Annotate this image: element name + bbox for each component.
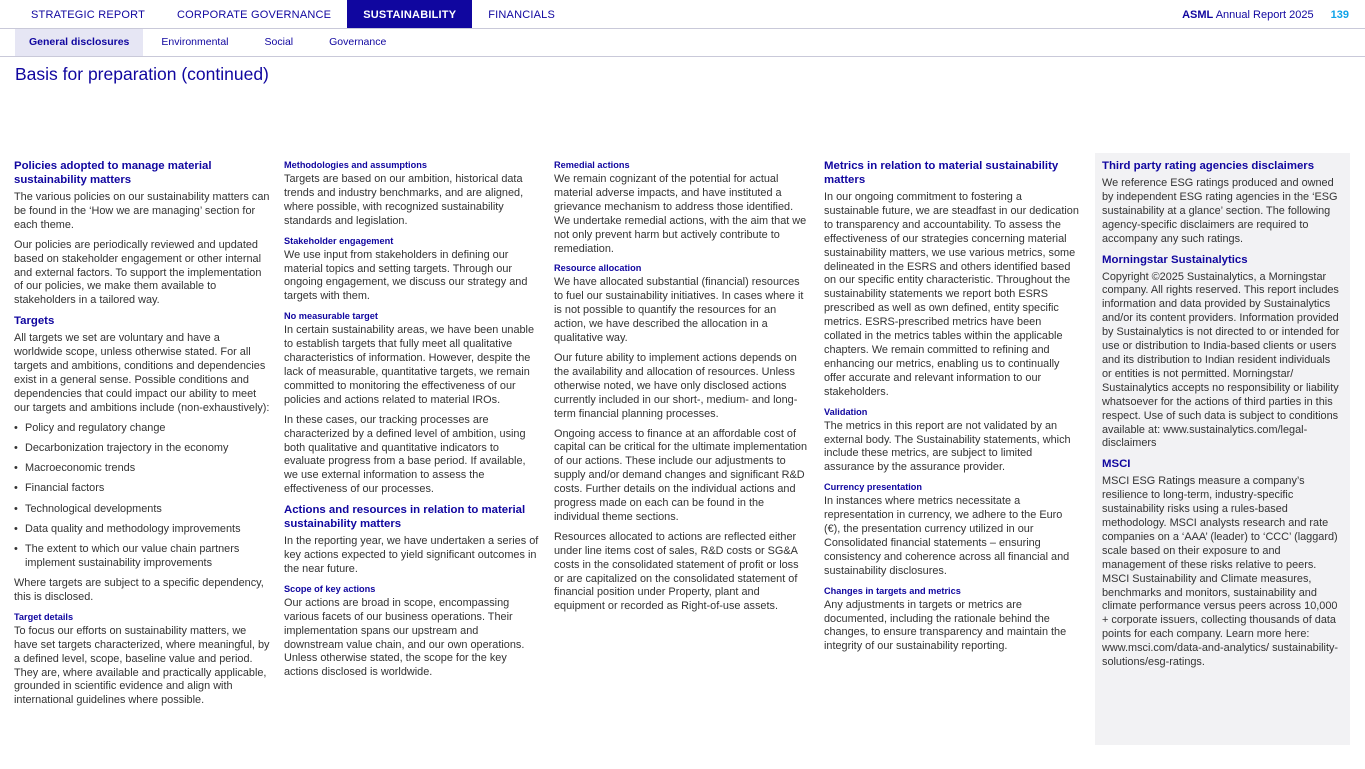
page-number: 139	[1330, 9, 1349, 21]
tab-strategic-report[interactable]: STRATEGIC REPORT	[31, 9, 146, 21]
section-tabs	[15, 0, 571, 28]
heading-morningstar: Morningstar Sustainalytics	[1102, 253, 1248, 266]
paragraph: Targets are based on our ambition, historical data trends and industry benchmarks, and are aligned, where possible, with recognized sustainability standards and legislation.	[284, 173, 524, 227]
paragraph: MSCI ESG Ratings measure a company’s resilience to long-term, industry-specific sustainability risks using a rules-based methodology. MSCI analysts research and rate companies on a ‘AAA’ (leader) to ‘CCC’ (laggard) scale based on their exposure to and management of these risks relative to peers. MSCI Sustainability and Climate measures, benchmarks and monitors, sustainability and climate performance versus peers across 10,000 + corporate issuers, collecting thousands of data points for each company. Learn more here: www.msci.com/data-and-analytics/ sustainability-solutions/esg-ratings.	[1102, 475, 1339, 669]
tab-corporate-governance[interactable]: CORPORATE GOVERNANCE	[177, 9, 332, 21]
sub-navigation	[0, 29, 1365, 57]
page-title: Basis for preparation (continued)	[15, 64, 269, 84]
paragraph: In certain sustainability areas, we have been unable to establish targets that fully meet all qualitative characteristics of information. However, despite the lack of measurable, quantitative targets, we remain committed to monitoring the effectiveness of our policies and actions related to material IROs.	[284, 324, 535, 406]
paragraph: Resources allocated to actions are reflected either under line items cost of sales, R&D costs or SG&A costs in the consolidated statement of profit or loss or are capitalized on the consolidated statement of financial position under Property, plant and equipment or recorded as Right-of-use assets.	[554, 530, 799, 613]
heading-changes-targets-metrics: Changes in targets and metrics	[824, 585, 961, 596]
list-item: • Technological developments	[14, 503, 270, 517]
list-item: • Data quality and methodology improvements	[14, 523, 270, 537]
heading-remedial-actions: Remedial actions	[554, 160, 630, 170]
paragraph: The various policies on our sustainability matters can be found in the ‘How we are managing’ section for each theme.	[14, 191, 270, 231]
heading-validation: Validation	[824, 406, 868, 417]
column-remedial-resources	[554, 159, 810, 620]
paragraph: In our ongoing commitment to fostering a sustainable future, we are steadfast in our dedication to transparency and accountability. To assess the effectiveness of our strategies concerning material sustainability matters, we use various metrics, some delineated in the ESRS and others identified based on our specific entity characteristic. Throughout the sustainability statements we report both ESRS prescribed as well as own defined, entity specific metrics. ESRS-prescribed metrics have been collated in the metrics tables within the applicable chapters. We remain committed to refining and enhancing our metrics, enabling us to continually offer accurate and relevant information to our stakeholders.	[824, 191, 1079, 398]
tab-social[interactable]: Social	[264, 36, 294, 48]
paragraph: Our policies are periodically reviewed and updated based on stakeholder engagement or other internal and external factors. To support the implementation of our policies, we make them available to stakeholders in a tailored way.	[14, 238, 262, 307]
paragraph: Ongoing access to finance at an affordable cost of capital can be critical for the ultimate implementation of our actions. These include our adjustments to supply and/or demand changes and significant R&D costs. Further details on the individual actions and progress made on each can be found in the individual theme sections.	[554, 427, 808, 523]
column-policies-targets	[14, 159, 270, 714]
paragraph: We use input from stakeholders in defining our material topics and setting targets. Through our ongoing engagement, we discuss our strategy and targets with them.	[284, 248, 528, 303]
column-metrics	[824, 159, 1080, 660]
paragraph: We have allocated substantial (financial) resources to fuel our sustainability initiatives. In cases where it is not possible to quantify the resources for an action, we have described the allocation in a qualitative way.	[554, 276, 804, 345]
report-brand	[1182, 0, 1349, 28]
paragraph: Where targets are subject to a specific dependency, this is disclosed.	[14, 577, 264, 603]
heading-policies: Policies adopted to manage material sustainability matters	[14, 160, 212, 186]
list-item: • Decarbonization trajectory in the economy	[14, 442, 270, 456]
list-item: • Macroeconomic trends	[14, 462, 270, 476]
dependencies-list	[14, 422, 270, 571]
paragraph: We reference ESG ratings produced and owned by independent ESG rating agencies in the ‘ESG sustainability at a glance’ section. The following agency-specific disclaimers are required to accompany any such ratings.	[1102, 177, 1338, 245]
report-title: Annual Report 2025	[1215, 9, 1314, 21]
top-navigation	[0, 0, 1365, 29]
heading-methodologies: Methodologies and assumptions	[284, 160, 427, 170]
heading-no-measurable-target: No measurable target	[284, 311, 378, 322]
paragraph: Copyright ©2025 Sustainalytics, a Morningstar company. All rights reserved. This report includes information and data provided by Sustainalytics and/or its content providers. Information provided by Sustainalytics is not directed to or intended for use or distribution to India-based clients or users and its distribution to Indian resident individuals or entities is not permitted. Morningstar/ Sustainalytics accepts no responsibility or liability whatsoever for the actions of third parties in this respect. Use of such data is subject to conditions available at: www.sustainalytics.com/legal-disclaimers	[1102, 270, 1340, 450]
heading-resource-allocation: Resource allocation	[554, 263, 642, 274]
paragraph: In these cases, our tracking processes are characterized by a defined level of ambition, using both qualitative and quantitative indicators to evaluate progress from a base period. If available, we use external information to assess the effectiveness of our processes.	[284, 413, 526, 496]
heading-target-details: Target details	[14, 611, 74, 622]
paragraph: In the reporting year, we have undertaken a series of key actions expected to yield significant outcomes in the near future.	[284, 535, 539, 575]
paragraph: In instances where metrics necessitate a representation in currency, we adhere to the Euro (€), the presentation currency utilized in our Consolidated financial statements – ensuring consistency and coherence across all financial and sustainability disclosures.	[824, 495, 1070, 577]
list-item: • The extent to which our value chain partners implement sustainability improvements	[14, 543, 270, 571]
paragraph: All targets we set are voluntary and have a worldwide scope, unless otherwise stated. For all targets and ambitions, conditions and dependencies exist in a general sense. Possible conditions and dependencies that could impact our ability to meet our targets and ambitions include (non-exhaustively):	[14, 332, 270, 414]
heading-actions-resources: Actions and resources in relation to material sustainability matters	[284, 504, 526, 531]
heading-scope-key-actions: Scope of key actions	[284, 583, 376, 594]
tab-general-disclosures[interactable]: General disclosures	[15, 29, 143, 56]
heading-stakeholder-engagement: Stakeholder engagement	[284, 235, 394, 246]
heading-metrics: Metrics in relation to material sustainability matters	[824, 160, 1059, 186]
paragraph: To focus our efforts on sustainability matters, we have set targets characterized, where meaningful, by a defined level, scope, baseline value and period. They are, where available and practically applicable, grounded in scientific evidence and align with international guidelines where possible.	[14, 624, 270, 707]
tab-environmental[interactable]: Environmental	[161, 36, 229, 48]
paragraph: Our actions are broad in scope, encompassing various facets of our business operations. Their implementation spans our upstream and downstream value chain, and our own operations. Unless otherwise stated, the scope for the key actions disclosed is worldwide.	[284, 596, 525, 679]
disclaimers-panel	[1095, 153, 1350, 745]
heading-targets: Targets	[14, 315, 55, 328]
list-item: • Policy and regulatory change	[14, 422, 270, 436]
list-item: • Financial factors	[14, 482, 270, 496]
paragraph: Any adjustments in targets or metrics are documented, including the rationale behind the changes, to ensure transparency and maintain the integrity of our sustainability reporting.	[824, 598, 1067, 653]
column-methodologies-actions	[284, 159, 540, 686]
heading-msci: MSCI	[1102, 458, 1131, 471]
heading-currency-presentation: Currency presentation	[824, 482, 923, 493]
tab-financials[interactable]: FINANCIALS	[488, 9, 556, 21]
brand-logo-text: ASML	[1182, 9, 1214, 21]
paragraph: Our future ability to implement actions depends on the availability and allocation of resources. Unless otherwise noted, we have only disclosed actions currently included in our short-, medium- and long-term financial planning processes.	[554, 351, 798, 420]
tab-governance[interactable]: Governance	[329, 36, 387, 48]
heading-third-party-disclaimers: Third party rating agencies disclaimers	[1102, 160, 1315, 172]
paragraph: We remain cognizant of the potential for actual material adverse impacts, and have instituted a grievance mechanism to address those identified. We undertake remedial actions, with the aim that we not only prevent harm but actively contribute to remediation.	[554, 173, 807, 255]
tab-sustainability[interactable]: SUSTAINABILITY	[347, 0, 472, 28]
paragraph: The metrics in this report are not validated by an external body. The Sustainability statements, which include these metrics, are subject to limited assurance by the assurance provider.	[824, 419, 1071, 474]
subsection-tabs	[15, 29, 404, 56]
